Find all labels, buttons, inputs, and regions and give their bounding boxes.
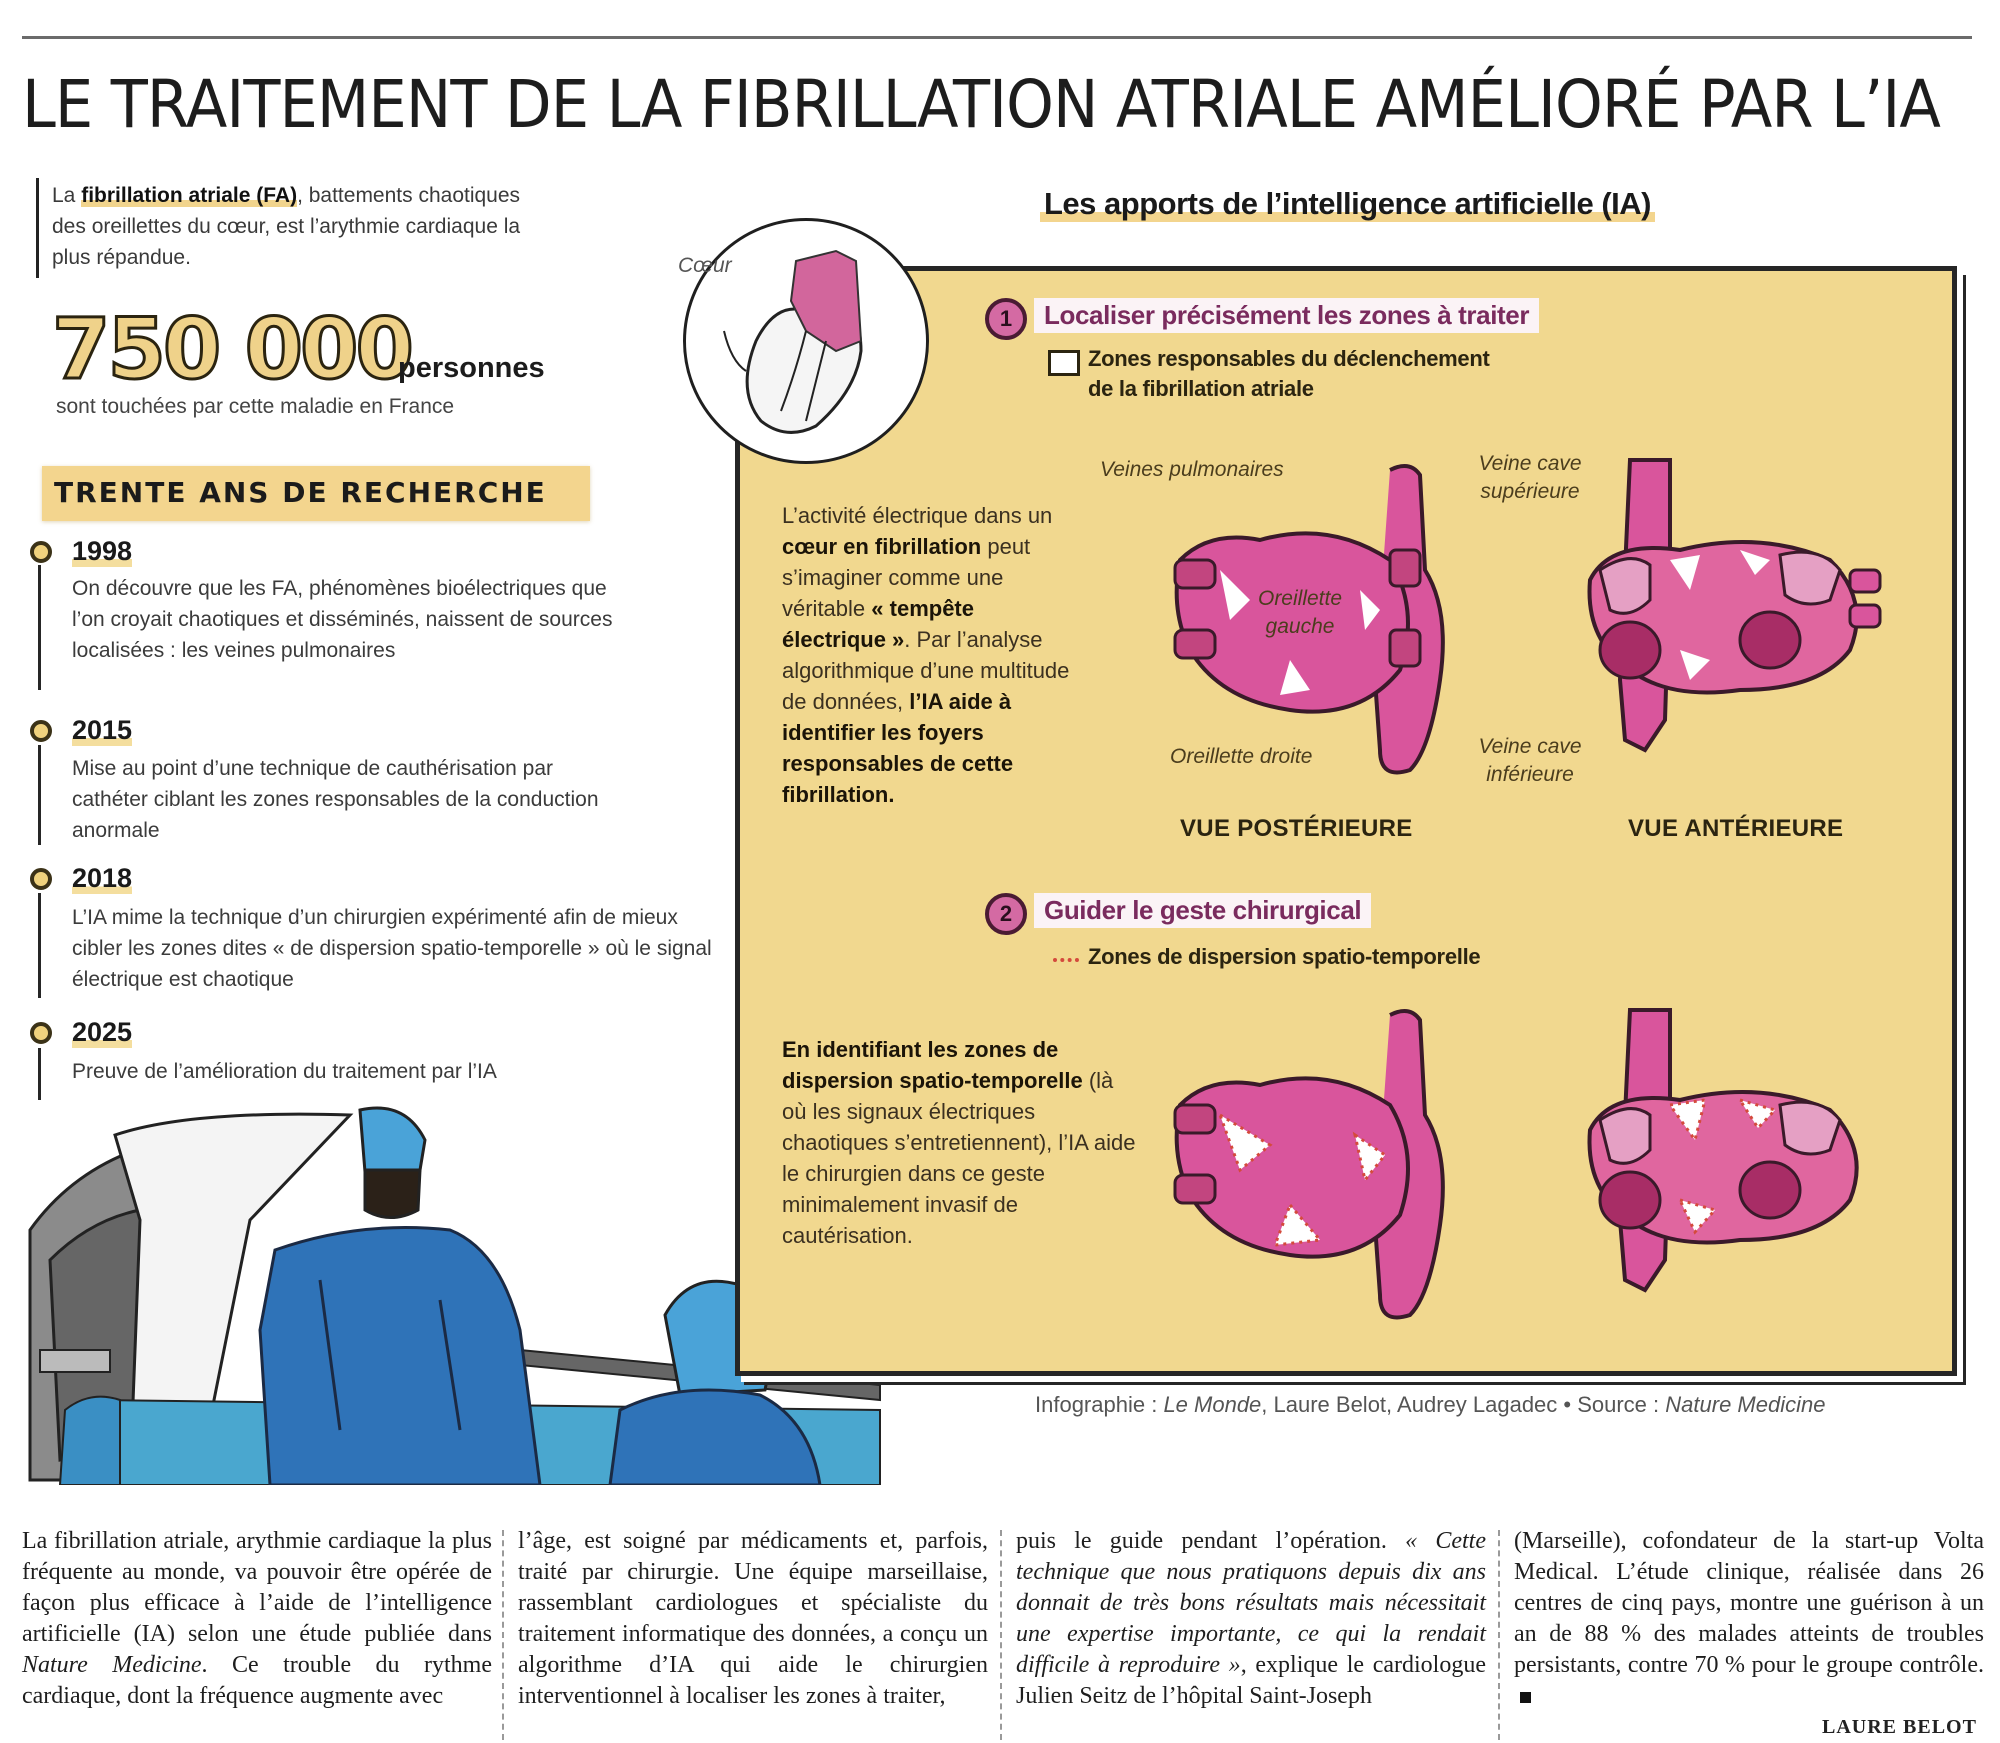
timeline-year: 2025 xyxy=(72,1017,133,1047)
intro-accent-bar xyxy=(36,178,39,278)
timeline-dot-icon xyxy=(30,541,52,563)
column-separator xyxy=(1000,1530,1002,1740)
label-veine-cave-superieure: Veine cave supérieure xyxy=(1478,452,1582,503)
article-column-2: l’âge, est soigné par médicaments et, parfois, traité par chirurgie. Une équipe marseillaise, rassemblant cardiologues et spécialiste du traitement informatique des données, a conçu un algorithme d’IA qui aide le chirurgien interventionnel à localiser les zones à traiter, xyxy=(518,1528,988,1709)
label-oreillette-droite: Oreillette droite xyxy=(1170,745,1313,768)
timeline-line xyxy=(38,745,41,845)
timeline-text: On découvre que les FA, phénomènes bioélectriques que l’on croyait chaotiques et disséminés, naissent de sources localisées : les veines pulmonaires xyxy=(72,577,613,662)
timeline-dot-icon xyxy=(30,720,52,742)
timeline-dot-icon xyxy=(30,868,52,890)
column-separator xyxy=(1498,1530,1500,1740)
timeline-dot-icon xyxy=(30,1022,52,1044)
infographic-credits: Infographie : Le Monde, Laure Belot, Audrey Lagadec • Source : Nature Medicine xyxy=(1035,1392,1826,1417)
label-vue-anterieure: VUE ANTÉRIEURE xyxy=(1628,815,1844,842)
step-2-description: En identifiant les zones de dispersion spatio-temporelle (là où les signaux électriques chaotiques s’entretiennent), l’IA aide le chirurgien dans ce geste minimalement invasif de cautérisation. xyxy=(782,1037,1136,1248)
timeline-year: 1998 xyxy=(72,536,133,566)
step-1-badge: 1 xyxy=(985,298,1027,340)
top-rule xyxy=(22,36,1972,39)
timeline-line xyxy=(38,893,41,998)
article-column-4: (Marseille), cofondateur de la start-up Volta Medical. L’étude clinique, réalisée dans 26 centres de cinq pays, montre une guérison à un an de 88 % des malades atteints de troubles persistants, contre 70 % pour le groupe contrôle. xyxy=(1514,1526,1984,1712)
intro-term: fibrillation atriale (FA) xyxy=(81,184,298,207)
page-title: LE TRAITEMENT DE LA FIBRILLATION ATRIALE AMÉLIORÉ PAR L’IA xyxy=(22,66,1940,143)
intro-text: La fibrillation atriale (FA), battements chaotiques des oreillettes du cœur, est l’arythmie cardiaque la plus répandue. xyxy=(52,184,521,269)
legend-zone-box-icon xyxy=(1048,350,1080,376)
label-veine-cave-inferieure: Veine cave inférieure xyxy=(1478,735,1582,786)
step-2-title: Guider le geste chirurgical xyxy=(1034,893,1371,928)
article-column-3: puis le guide pendant l’opération. « Cette technique que nous pratiquons depuis dix ans donnait de très bons résultats mais nécessitait une expertise importante, ce qui la rendait difficile à reproduire », explique le cardiologue Julien Seitz de l’hôpital Saint-Joseph xyxy=(1016,1528,1486,1709)
stat-unit: personnes xyxy=(398,352,545,384)
section-title: Les apports de l’intelligence artificielle (IA) xyxy=(1040,186,1655,222)
step-2-badge: 2 xyxy=(985,893,1027,935)
timeline-year: 2018 xyxy=(72,863,133,893)
label-veines-pulmonaires: Veines pulmonaires xyxy=(1100,458,1284,481)
label-oreillette-gauche: Oreillette gauche xyxy=(1257,587,1343,638)
heart-label: Cœur xyxy=(678,254,732,277)
timeline-line xyxy=(38,565,41,690)
timeline-year: 2015 xyxy=(72,715,133,745)
end-mark-icon xyxy=(1520,1692,1531,1703)
heart-anterior-dispersion-icon xyxy=(1570,1000,1900,1300)
column-separator xyxy=(502,1530,504,1740)
timeline-text: L’IA mime la technique d’un chirurgien expérimenté afin de mieux cibler les zones dites « de dispersion spatio-temporelle » où le signal électrique est chaotique xyxy=(72,906,712,991)
label-vue-posterieure: VUE POSTÉRIEURE xyxy=(1180,815,1413,842)
legend-zones-text: Zones responsables du déclenchement de la fibrillation atriale xyxy=(1088,346,1490,401)
step-1-description: L’activité électrique dans un cœur en fibrillation peut s’imaginer comme une véritable « tempête électrique ». Par l’analyse algorithmique d’une multitude de données, l’IA aide à identifier les foyers responsables de cette fibrillation. xyxy=(782,503,1070,807)
legend-dispersion-dots-icon xyxy=(1053,958,1079,966)
stat-number: 750 000 xyxy=(52,300,411,398)
timeline-text: Mise au point d’une technique de cauthérisation par cathéter ciblant les zones responsables de la conduction anormale xyxy=(72,757,599,842)
heart-anterior-view-icon xyxy=(1570,450,1900,760)
step-1-title: Localiser précisément les zones à traiter xyxy=(1034,298,1539,333)
stat-caption: sont touchées par cette maladie en France xyxy=(56,395,455,418)
timeline-text: Preuve de l’amélioration du traitement par l’IA xyxy=(72,1060,497,1083)
timeline-heading: TRENTE ANS DE RECHERCHE xyxy=(54,476,547,509)
timeline-heading-banner xyxy=(42,466,590,521)
heart-posterior-dispersion-icon xyxy=(1150,1005,1500,1335)
legend-dispersion-text: Zones de dispersion spatio-temporelle xyxy=(1088,944,1481,969)
article-column-1: La fibrillation atriale, arythmie cardiaque la plus fréquente au monde, va pouvoir être opérée de façon plus efficace à l’aide de l’intelligence artificielle (IA) selon une étude publiée dans Nature Medicine. Ce trouble du rythme cardiaque, dont la fréquence augmente avec xyxy=(22,1528,493,1709)
article-byline: LAURE BELOT xyxy=(1822,1716,1977,1738)
